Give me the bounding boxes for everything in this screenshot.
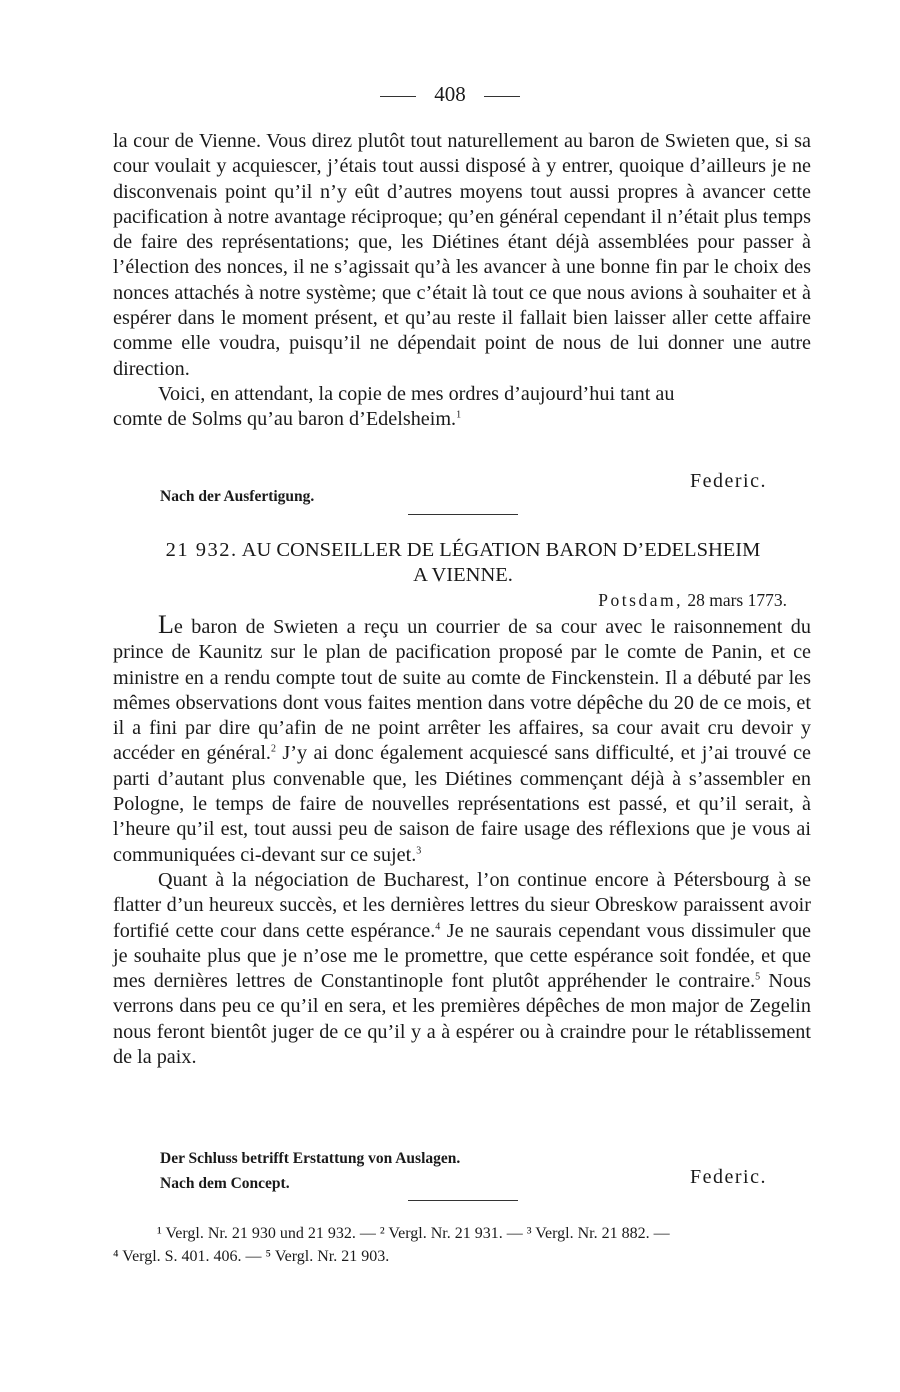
letter-heading-title: AU CONSEILLER DE LÉGATION BARON D’EDELSHEIM — [241, 539, 761, 561]
section1-paragraph2-line2 — [113, 407, 811, 432]
letter-paragraph-2-part2: Je ne saurais cependant vous dissimuler que je souhaite plus que je n’ose me le promettre, que cette espérance soit fondée, et que mes dernières lettres de Constantinople font plutôt appréhender le contraire. — [113, 919, 811, 993]
footnote-mark: 2 — [270, 743, 276, 755]
source-note-1: Nach der Ausfertigung. — [160, 488, 315, 505]
signature-2: Federic. — [690, 1166, 767, 1188]
source-note-2: Nach dem Concept. — [160, 1175, 290, 1192]
section1-paragraph: la cour de Vienne. Vous direz plutôt tout naturellement au baron de Swieten que, si sa cour voulait y acquiescer, j’étais tout aussi disposé à y entrer, quoique d’ailleurs je ne disconvenais point qu’il n’y eût d’autres moyens tout aussi propres à avancer cette pacification à notre avantage réciproque; qu’en général cependant il n’était plus temps de faire des représentations; que, les Diétines étant déjà assemblées pour passer à l’élection des nonces, il ne s’agissait qu’à les avancer à une bonne fin par le choix des nonces attachés à notre système; que c’était là tout ce que nous avions à souhaiter et à espérer dans le moment présent, et qu’au reste il fallait bien laisser aller cette affaire comme elle voudra, puisqu’il ne dépendait point de nous de lui donner une autre direction. — [113, 130, 811, 380]
section1-paragraph2-line2-text: comte de Solms qu’au baron d’Edelsheim. — [113, 408, 457, 431]
dateline — [598, 590, 787, 611]
section1-text — [113, 129, 811, 433]
footnote-mark: 5 — [755, 971, 761, 983]
section1-paragraph2-line1: Voici, en attendant, la copie de mes ordres d’aujourd’hui tant au — [158, 382, 675, 405]
section-divider — [408, 514, 518, 515]
footnotes — [113, 1222, 813, 1268]
letter-paragraph-1-part1: e baron de Swieten a reçu un courrier de sa cour avec le raisonnement du prince de Kaunitz sur le plan de pacification proposé par le comte de Panin, et ce ministre en a rendu compte tout de suite au comte de Finckenstein. Il a débuté par les mêmes observations dont vous faites mention dans votre dépêche du 20 de ce mois, et il a fini par dire qu’afin de ne point arrêter les affaires, sa cour avait cru devoir y accéder en général. — [113, 616, 811, 765]
page-number-header — [0, 82, 900, 107]
letter-paragraph-2-part3: Nous verrons dans peu ce qu’il en sera, et les premières dépêches de mon major de Zegelin nous feront bientôt juger de ce qu’il y a à espérer ou à craindre pour le rétablissement de la paix. — [113, 970, 812, 1069]
closing-note: Der Schluss betrifft Erstattung von Auslagen. — [160, 1150, 461, 1167]
header-dash-right — [484, 96, 520, 97]
dateline-place: Potsdam, — [598, 590, 683, 610]
letter-heading-line2: A VIENNE. — [413, 564, 513, 586]
footnote-line-1: ¹ Vergl. Nr. 21 930 und 21 932. — ² Vergl. Nr. 21 931. — ³ Vergl. Nr. 21 882. — — [157, 1225, 670, 1242]
dateline-date: 28 mars 1773. — [687, 590, 787, 610]
footnote-mark: 4 — [435, 920, 441, 932]
initial-letter: L — [158, 610, 174, 639]
footnote-line-2: ⁴ Vergl. S. 401. 406. — ⁵ Vergl. Nr. 21 903. — [113, 1248, 390, 1265]
footnote-mark: 3 — [416, 844, 422, 856]
letter-heading — [113, 538, 813, 588]
signature-1: Federic. — [690, 470, 767, 492]
header-dash-left — [380, 96, 416, 97]
footnote-divider — [408, 1200, 518, 1201]
page-number: 408 — [434, 82, 466, 106]
letter-paragraph-2-part1: Quant à la négociation de Bucharest, l’on continue encore à Pétersbourg à se flatter d’un heureux succès, et les dernières lettres du sieur Obreskow paraissent avoir fortifié cette cour dans cette espérance. — [113, 868, 811, 942]
letter-paragraph-1-part2: J’y ai donc également acquiescé sans difficulté, et j’ai trouvé ce parti d’autant plus convenable que, les Diétines commençant déjà à s’assembler en Pologne, le temps de faire de nouvelles représentations est passé, et qu’il serait, à l’heure qu’il est, tout aussi peu de saison de faire usage des réflexions que je vous ai communiquées ci-devant sur ce sujet. — [113, 742, 811, 866]
letter-heading-line1 — [113, 538, 813, 563]
letter-body — [113, 612, 811, 1070]
footnote-mark: 1 — [456, 409, 462, 421]
letter-paragraph-1 — [113, 612, 811, 868]
letter-number: 21 932. — [165, 539, 238, 561]
letter-paragraph-2 — [113, 868, 811, 1070]
